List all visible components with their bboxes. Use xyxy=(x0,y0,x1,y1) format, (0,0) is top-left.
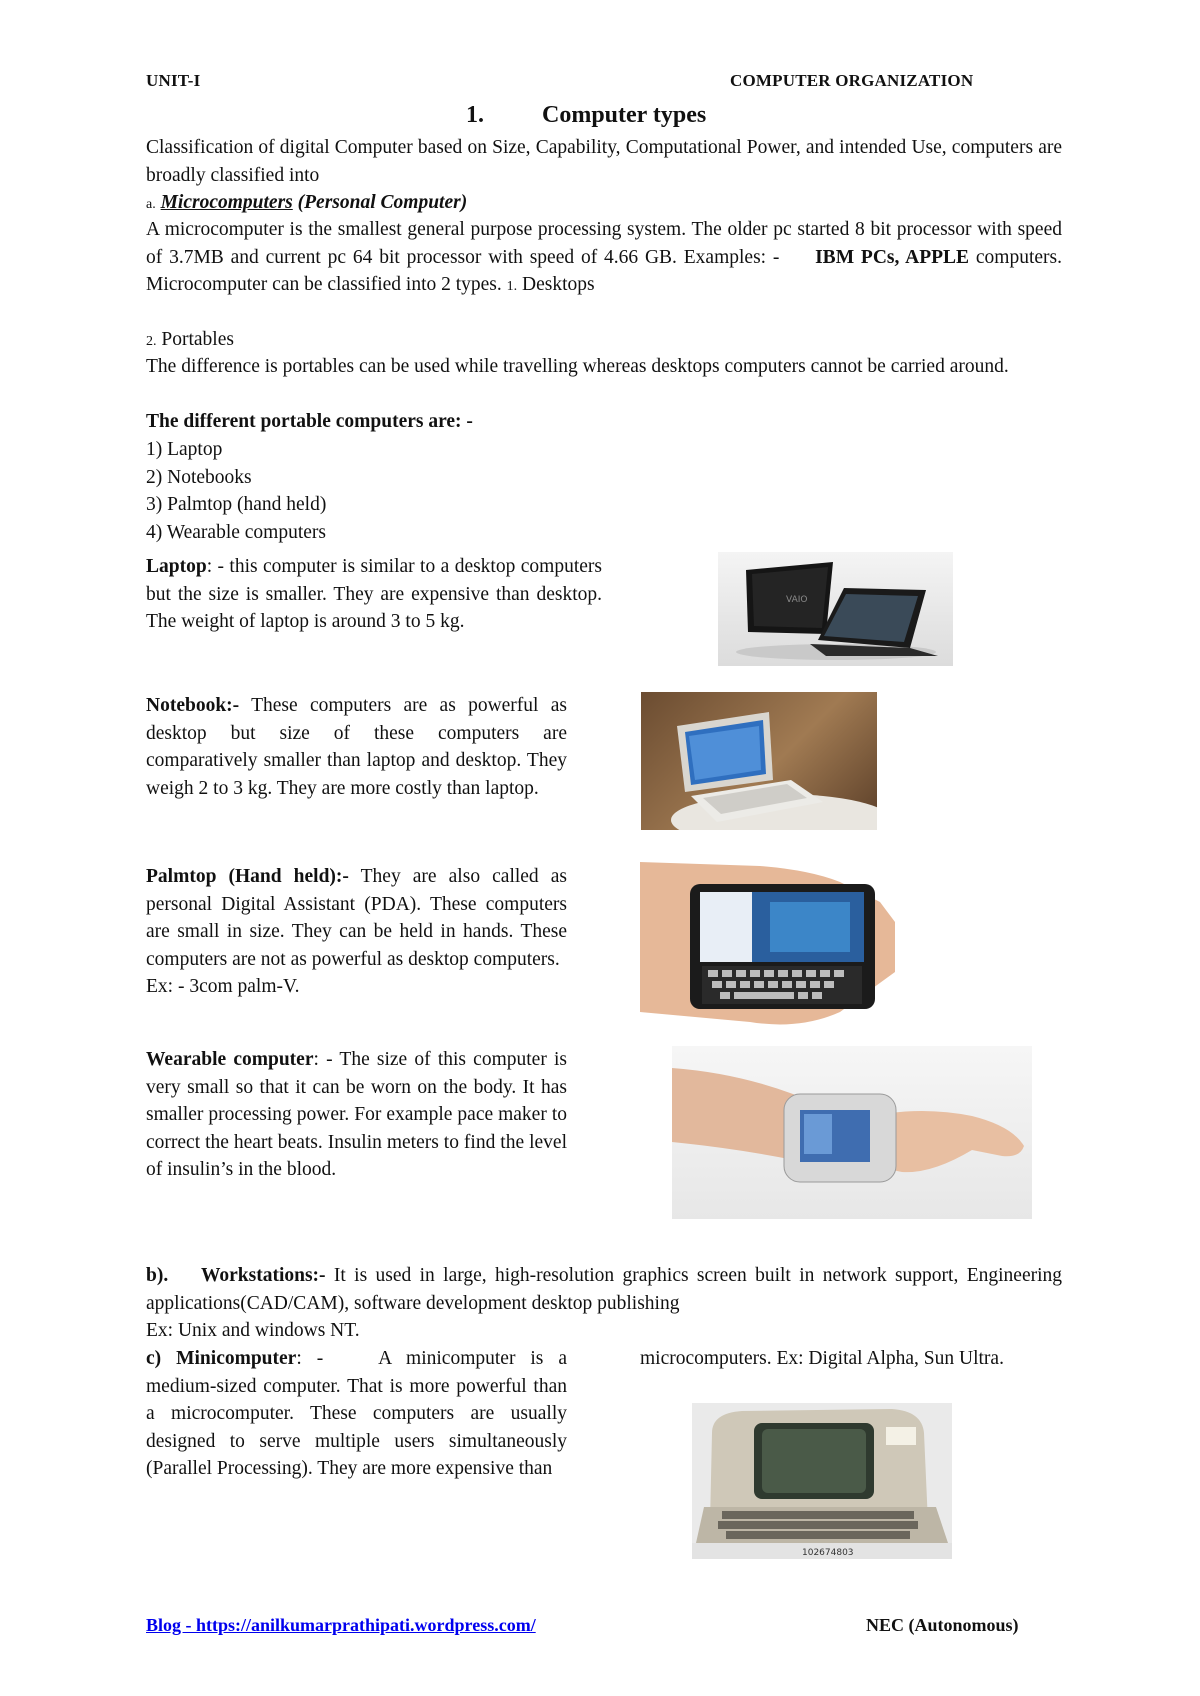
portable-heading: The different portable computers are: - xyxy=(146,411,473,432)
list-item: 1) Laptop xyxy=(146,439,223,460)
minicomputer-lead: : - xyxy=(296,1348,324,1369)
intro-paragraph: Classification of digital Computer based on Size, Capability, Computational Power, and intended Use, computers are broadly classified into xyxy=(146,137,1062,186)
minicomputer-label: 102674803 xyxy=(802,1548,854,1558)
difference-paragraph: The difference is portables can be used while travelling whereas desktops computers cannot be carried around. xyxy=(146,356,1009,377)
notebook-text: These computers are as powerful as desktop but size of these computers are comparatively smaller than laptop and desktop. They weigh 2 to 3 kg. They are more costly than laptop. xyxy=(146,695,567,799)
laptop-term: Laptop xyxy=(146,556,207,577)
header-unit: UNIT-I xyxy=(146,71,201,90)
type1-label: Desktops xyxy=(522,274,595,295)
minicomputer-text: A minicomputer is a medium-sized computer. That is more powerful than a microcomputer. These computers are usually designed to serve multiple users simultaneously (Parallel Processing). They are more expensive than xyxy=(146,1348,568,1479)
notebook-term: Notebook:- xyxy=(146,695,240,716)
laptop-photo xyxy=(718,552,953,666)
palmtop-example: Ex: - 3com palm-V. xyxy=(146,976,300,997)
type2-num: 2. xyxy=(146,334,157,349)
minicomputer-photo xyxy=(692,1403,952,1559)
type2-line xyxy=(146,326,234,356)
footer-institution: NEC (Autonomous) xyxy=(866,1615,1019,1635)
workstations-marker: b). xyxy=(146,1265,169,1286)
palmtop-photo xyxy=(640,862,895,1032)
header-course: COMPUTER ORGANIZATION xyxy=(730,71,974,90)
wearable-text: : - The size of this computer is very small so that it can be worn on the body. It has smaller processing power. For example pace maker to correct the heart beats. Insulin meters to find the level of insulin’s in the blood. xyxy=(146,1049,567,1180)
micro-title: Microcomputers xyxy=(160,192,293,213)
wearable-term: Wearable computer xyxy=(146,1049,314,1070)
workstations-term: Workstations:- xyxy=(200,1265,326,1286)
section-number: 1. xyxy=(466,102,484,128)
list-item: 4) Wearable computers xyxy=(146,521,326,543)
section-heading xyxy=(466,102,706,129)
footer-blog-link[interactable]: Blog - https://anilkumarprathipati.wordpress.com/ xyxy=(146,1615,536,1635)
type1-num: 1. xyxy=(506,279,518,294)
micro-para-a: A microcomputer is the smallest general purpose processing system. The older pc started 8 bit processor with speed of 3.7MB and current pc 64 bit processor with speed of 4.66 GB. Examples: - xyxy=(146,219,1062,268)
wearable-photo xyxy=(672,1046,1032,1219)
section-title: Computer types xyxy=(542,102,707,128)
micro-para-b: IBM PCs, APPLE xyxy=(815,246,970,268)
palmtop-text: They are also called as personal Digital Assistant (PDA). These computers are small in size. They can be held in hands. These computers are not as powerful as desktop computers. xyxy=(146,866,568,970)
micro-subtitle: (Personal Computer) xyxy=(297,192,468,213)
wearable-paragraph xyxy=(146,1046,567,1184)
workstations-paragraph xyxy=(146,1262,1062,1317)
notebook-paragraph xyxy=(146,692,567,802)
vaio-logo: VAIO xyxy=(786,595,808,605)
palmtop-term: Palmtop (Hand held):- xyxy=(146,866,349,887)
palmtop-paragraph xyxy=(146,863,567,1001)
minicomputer-continued: microcomputers. Ex: Digital Alpha, Sun Ultra. xyxy=(640,1348,1004,1369)
laptop-text: : - this computer is similar to a desktop computers but the size is smaller. They are expensive than desktop. The weight of laptop is around 3 to 5 kg. xyxy=(146,556,602,632)
list-item: 2) Notebooks xyxy=(146,466,252,488)
footer-link-wrap xyxy=(146,1615,536,1636)
laptop-paragraph xyxy=(146,553,602,636)
minicomputer-term: c) Minicomputer xyxy=(146,1348,297,1369)
micro-para-c: computers. Microcomputer can be classified into 2 types. xyxy=(146,246,1063,295)
workstations-text: It is used in large, high-resolution graphics screen built in network support, Engineering applications(CAD/CAM), software development desktop publishing xyxy=(146,1265,1063,1314)
minicomputer-paragraph xyxy=(146,1345,567,1483)
notebook-photo xyxy=(641,692,877,830)
portable-list xyxy=(146,436,326,546)
micro-marker: a. xyxy=(146,197,156,212)
micro-heading xyxy=(146,189,1062,219)
list-item: 3) Palmtop (hand held) xyxy=(146,494,327,515)
workstations-example: Ex: Unix and windows NT. xyxy=(146,1320,360,1341)
micro-paragraph xyxy=(146,216,1062,301)
type2-label: Portables xyxy=(161,329,234,350)
